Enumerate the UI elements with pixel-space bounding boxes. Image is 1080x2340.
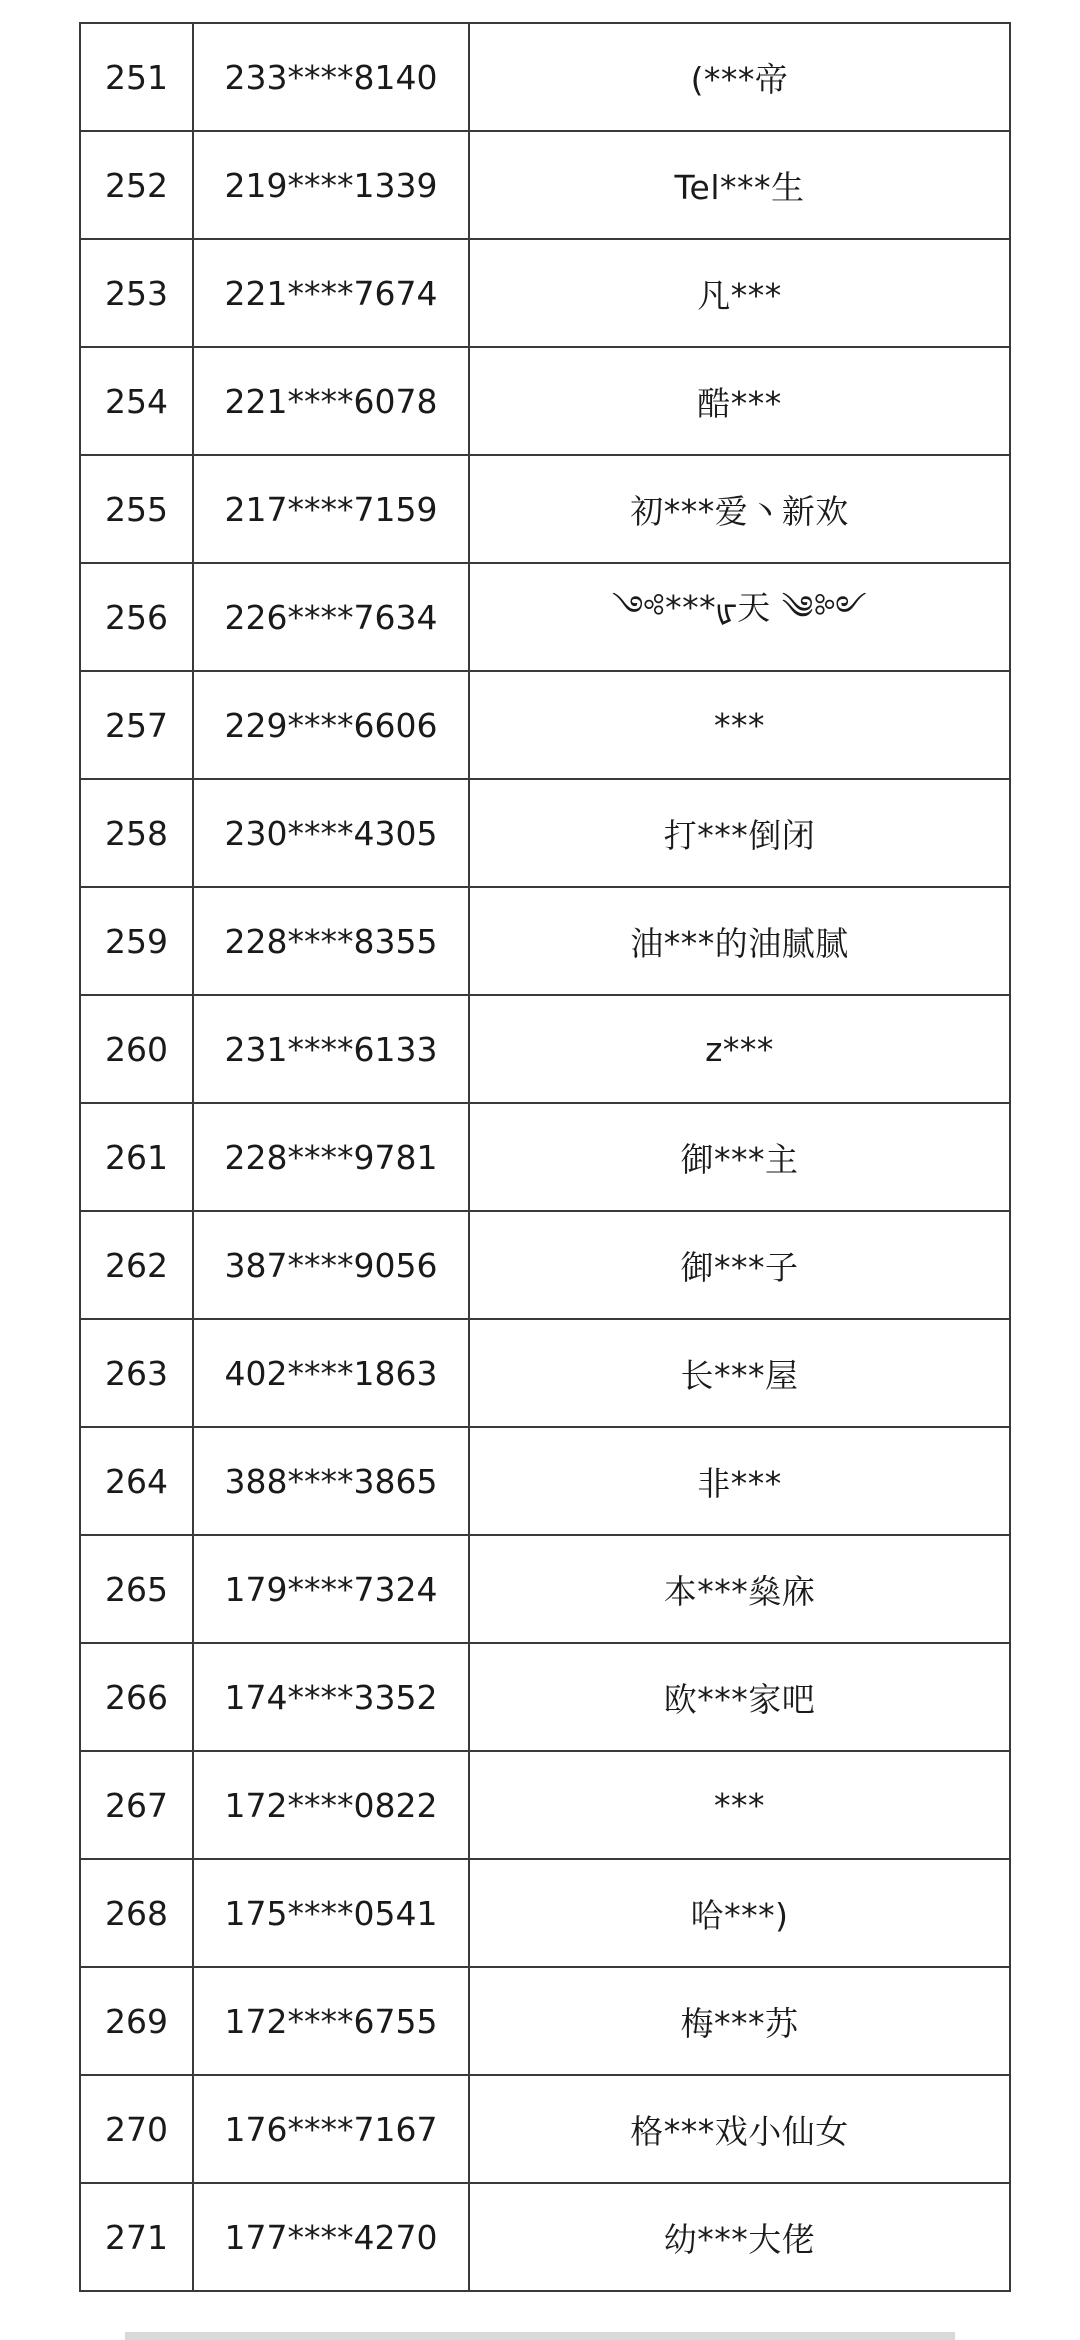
nickname-cell: 哈***): [469, 1859, 1010, 1967]
next-row-partial: [125, 2332, 955, 2340]
phone-number-cell: 387****9056: [193, 1211, 469, 1319]
phone-number-cell: 217****7159: [193, 455, 469, 563]
phone-number-cell: 229****6606: [193, 671, 469, 779]
phone-number-cell: 231****6133: [193, 995, 469, 1103]
phone-number-cell: 228****8355: [193, 887, 469, 995]
nickname-cell: 御***主: [469, 1103, 1010, 1211]
nickname-cell: Tel***生: [469, 131, 1010, 239]
phone-number-cell: 221****7674: [193, 239, 469, 347]
table-row: [80, 779, 1010, 887]
phone-number-cell: 221****6078: [193, 347, 469, 455]
nickname-cell: 非***: [469, 1427, 1010, 1535]
row-number-cell: 255: [80, 455, 193, 563]
table-row: [80, 995, 1010, 1103]
table-body: [80, 23, 1010, 2291]
row-number-cell: 252: [80, 131, 193, 239]
row-number-cell: 265: [80, 1535, 193, 1643]
row-number-cell: 268: [80, 1859, 193, 1967]
table-row: [80, 563, 1010, 671]
winners-table: [79, 22, 1011, 2292]
nickname-cell: (***帝: [469, 23, 1010, 131]
table-row: [80, 671, 1010, 779]
row-number-cell: 256: [80, 563, 193, 671]
row-number-cell: 253: [80, 239, 193, 347]
table-row: [80, 347, 1010, 455]
row-number-cell: 270: [80, 2075, 193, 2183]
row-number-cell: 263: [80, 1319, 193, 1427]
table-row: [80, 1535, 1010, 1643]
row-number-cell: 251: [80, 23, 193, 131]
table-row: [80, 23, 1010, 131]
nickname-cell: 梅***苏: [469, 1967, 1010, 2075]
nickname-cell: 欧***家吧: [469, 1643, 1010, 1751]
nickname-cell: ***: [469, 671, 1010, 779]
table-row: [80, 1967, 1010, 2075]
row-number-cell: 269: [80, 1967, 193, 2075]
nickname-cell: 幼***大佬: [469, 2183, 1010, 2291]
row-number-cell: 258: [80, 779, 193, 887]
phone-number-cell: 174****3352: [193, 1643, 469, 1751]
nickname-cell: 初***爱丶新欢: [469, 455, 1010, 563]
row-number-cell: 266: [80, 1643, 193, 1751]
table-row: [80, 239, 1010, 347]
phone-number-cell: 177****4270: [193, 2183, 469, 2291]
phone-number-cell: 172****0822: [193, 1751, 469, 1859]
table-row: [80, 131, 1010, 239]
nickname-cell: 长***屋: [469, 1319, 1010, 1427]
table-row: [80, 2075, 1010, 2183]
phone-number-cell: 176****7167: [193, 2075, 469, 2183]
table-row: [80, 1859, 1010, 1967]
nickname-cell: 格***戏小仙女: [469, 2075, 1010, 2183]
nickname-cell: 打***倒闭: [469, 779, 1010, 887]
phone-number-cell: 172****6755: [193, 1967, 469, 2075]
nickname-cell: 御***子: [469, 1211, 1010, 1319]
phone-number-cell: 228****9781: [193, 1103, 469, 1211]
phone-number-cell: 402****1863: [193, 1319, 469, 1427]
phone-number-cell: 388****3865: [193, 1427, 469, 1535]
row-number-cell: 254: [80, 347, 193, 455]
row-number-cell: 259: [80, 887, 193, 995]
nickname-cell: ༺***ᡁ天 ༄༻: [469, 563, 1010, 671]
nickname-cell: 油***的油腻腻: [469, 887, 1010, 995]
nickname-cell: 凡***: [469, 239, 1010, 347]
table-row: [80, 1103, 1010, 1211]
phone-number-cell: 226****7634: [193, 563, 469, 671]
phone-number-cell: 175****0541: [193, 1859, 469, 1967]
nickname-cell: ***: [469, 1751, 1010, 1859]
nickname-cell: z***: [469, 995, 1010, 1103]
phone-number-cell: 230****4305: [193, 779, 469, 887]
table-row: [80, 1427, 1010, 1535]
row-number-cell: 262: [80, 1211, 193, 1319]
phone-number-cell: 179****7324: [193, 1535, 469, 1643]
table-row: [80, 1319, 1010, 1427]
table-row: [80, 1211, 1010, 1319]
table-row: [80, 2183, 1010, 2291]
row-number-cell: 264: [80, 1427, 193, 1535]
row-number-cell: 267: [80, 1751, 193, 1859]
row-number-cell: 261: [80, 1103, 193, 1211]
nickname-cell: 本***燊庥: [469, 1535, 1010, 1643]
table-row: [80, 455, 1010, 563]
table-row: [80, 887, 1010, 995]
table-row: [80, 1751, 1010, 1859]
table-row: [80, 1643, 1010, 1751]
row-number-cell: 271: [80, 2183, 193, 2291]
phone-number-cell: 233****8140: [193, 23, 469, 131]
phone-number-cell: 219****1339: [193, 131, 469, 239]
nickname-cell: 酷***: [469, 347, 1010, 455]
row-number-cell: 260: [80, 995, 193, 1103]
row-number-cell: 257: [80, 671, 193, 779]
